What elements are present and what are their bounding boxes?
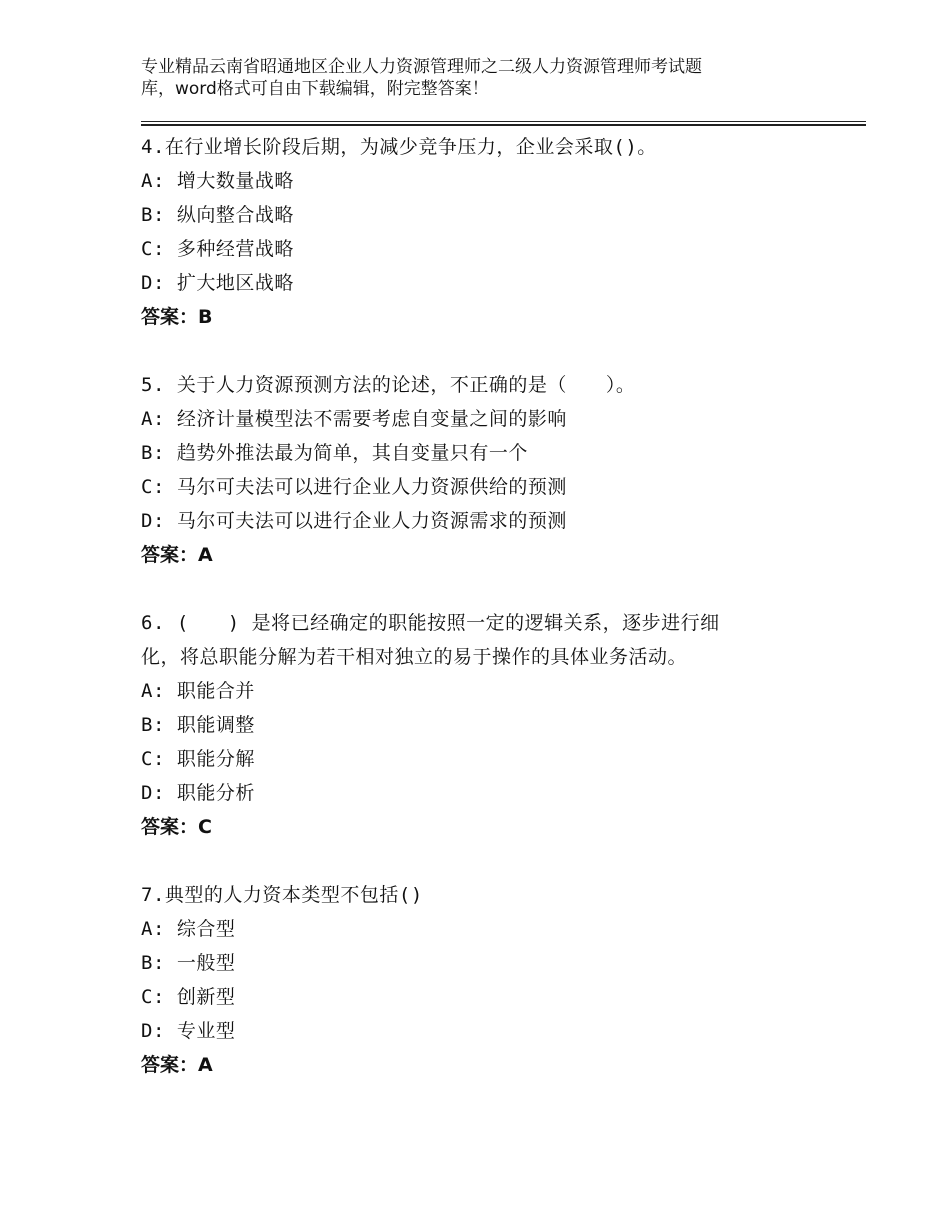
answer-label: 答案：C	[141, 816, 212, 838]
option-b: B: 趋势外推法最为简单，其自变量只有一个	[141, 442, 528, 464]
question-4	[141, 130, 821, 334]
option-b: B: 纵向整合战略	[141, 204, 294, 226]
option-b: B: 职能调整	[141, 714, 255, 736]
option-a: A: 综合型	[141, 918, 236, 940]
header-divider-thin	[141, 121, 866, 122]
option-d: D: 马尔可夫法可以进行企业人力资源需求的预测	[141, 510, 567, 532]
answer-label: 答案：B	[141, 306, 213, 328]
option-d: D: 扩大地区战略	[141, 272, 294, 294]
option-b: B: 一般型	[141, 952, 236, 974]
question-5	[141, 368, 821, 572]
option-c: C: 多种经营战略	[141, 238, 294, 260]
question-stem: 5. 关于人力资源预测方法的论述，不正确的是（ ）。	[141, 374, 636, 396]
option-a: A: 增大数量战略	[141, 170, 294, 192]
option-a: A: 职能合并	[141, 680, 255, 702]
question-stem: 7.典型的人力资本类型不包括()	[141, 884, 423, 906]
option-c: C: 创新型	[141, 986, 236, 1008]
option-d: D: 职能分析	[141, 782, 255, 804]
header-title-line-2: 库，word格式可自由下载编辑，附完整答案！	[141, 79, 489, 99]
question-7	[141, 878, 821, 1082]
option-c: C: 马尔可夫法可以进行企业人力资源供给的预测	[141, 476, 567, 498]
question-6	[141, 606, 821, 844]
header-title-line-1: 专业精品云南省昭通地区企业人力资源管理师之二级人力资源管理师考试题	[141, 57, 702, 77]
option-d: D: 专业型	[141, 1020, 236, 1042]
question-stem-line-1: 6. ( ) 是将已经确定的职能按照一定的逻辑关系，逐步进行细	[141, 612, 720, 634]
question-stem-line-2: 化，将总职能分解为若干相对独立的易于操作的具体业务活动。	[141, 646, 688, 668]
option-c: C: 职能分解	[141, 748, 255, 770]
header-divider-thick	[141, 124, 866, 126]
option-a: A: 经济计量模型法不需要考虑自变量之间的影响	[141, 408, 567, 430]
question-stem: 4.在行业增长阶段后期，为减少竞争压力，企业会采取()。	[141, 136, 657, 158]
answer-label: 答案：A	[141, 1054, 213, 1076]
question-list	[141, 130, 821, 1116]
answer-label: 答案：A	[141, 544, 213, 566]
document-header	[141, 56, 821, 100]
